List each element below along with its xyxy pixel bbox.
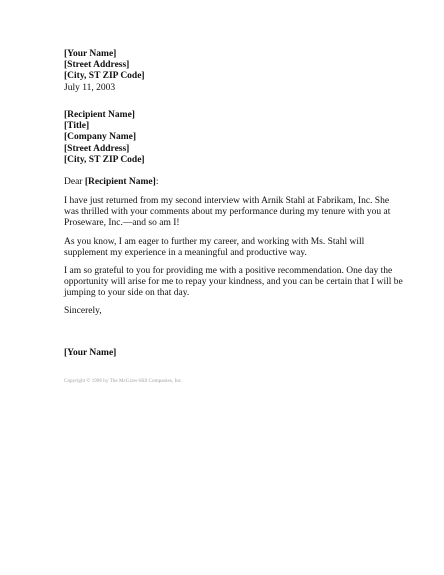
salutation-suffix: : [155,177,159,187]
signature-block [64,348,404,359]
copyright-notice [64,378,404,385]
recipient-street: [Street Address] [64,143,130,154]
letter-date: July 11, 2003 [64,82,116,93]
body-paragraph-2 [64,237,404,259]
closing-text: Sincerely, [64,306,102,316]
recipient-name: [Recipient Name] [64,110,135,120]
salutation-recipient-name: [Recipient Name] [84,177,156,187]
sender-city: [City, ST ZIP Code] [64,71,145,82]
body-paragraph-3 [64,266,404,300]
closing [64,306,404,317]
sender-street: [Street Address] [64,60,130,71]
paragraph-text: I have just returned from my second interview with Arnik Stahl at Fabrikam, Inc. She was thrilled with your comments about my performance during my tenure with you at Proseware, Inc.—and so am I! [64,196,391,229]
body-paragraph-1 [64,196,404,230]
recipient-city: [City, ST ZIP Code] [64,154,145,165]
salutation-prefix: Dear [64,177,85,187]
sender-name: [Your Name] [64,49,117,59]
sender-address-block [64,49,404,94]
signature-name: [Your Name] [64,348,117,358]
salutation [64,177,404,188]
recipient-title: [Title] [64,121,90,132]
recipient-company: [Company Name] [64,132,137,143]
copyright-text: Copyright © 1996 by The McGraw-Hill Companies, Inc. [64,378,183,384]
paragraph-text: I am so grateful to you for providing me with a positive recommendation. One day the opportunity will arise for me to repay your kindness, and you can be certain that I will be jumping to your side on that day. [64,266,403,299]
paragraph-text: As you know, I am eager to further my career, and working with Ms. Stahl will supplement my experience in a meaningful and productive way. [64,237,365,259]
recipient-address-block [64,110,404,166]
